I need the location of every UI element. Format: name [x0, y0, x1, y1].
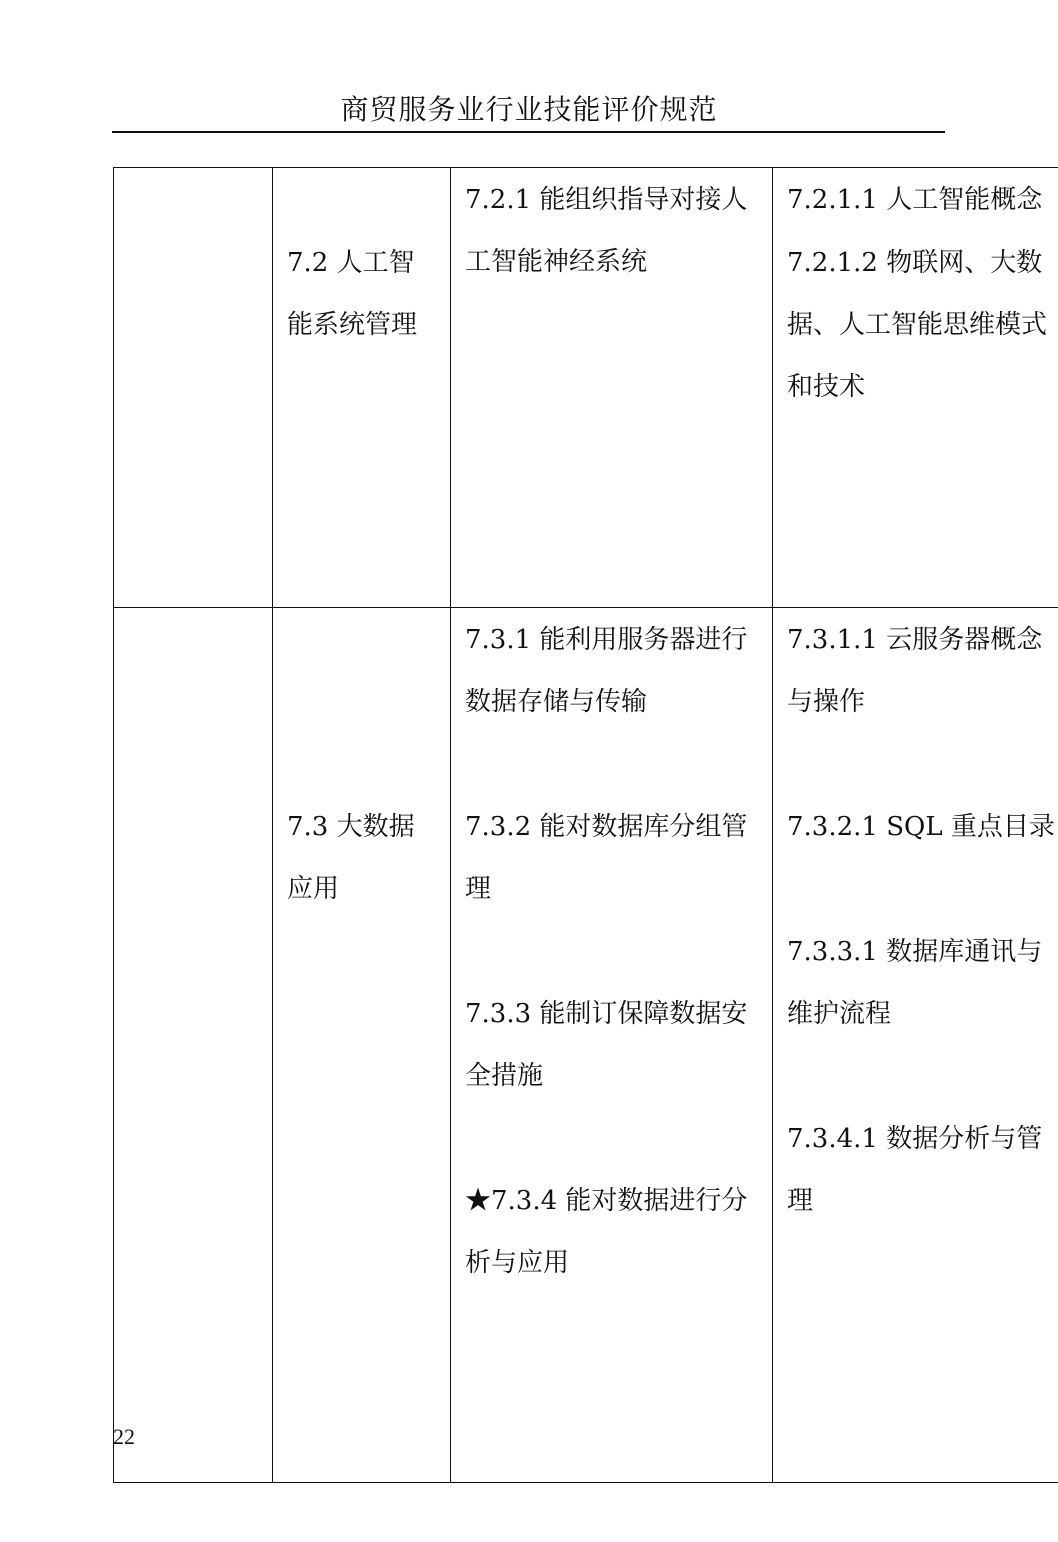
running-header-title: 商贸服务业行业技能评价规范 — [340, 93, 718, 126]
table-row — [114, 608, 1058, 1483]
section-label: 7.2 人工智能系统管理 — [287, 248, 418, 340]
empty-category-cell — [114, 608, 273, 1483]
skill-item: 7.3.2 能对数据库分组管理 — [465, 812, 748, 904]
knowledge-item: 7.2.1.1 人工智能概念 — [787, 185, 1043, 215]
knowledge-item: 7.3.3.1 数据库通讯与维护流程 — [787, 937, 1043, 1029]
header-rule — [112, 131, 945, 133]
table-row — [114, 168, 1058, 608]
skills-cell — [451, 608, 773, 1483]
knowledge-item: 7.3.4.1 数据分析与管理 — [787, 1124, 1043, 1216]
skill-item: 7.3.1 能利用服务器进行数据存储与传输 — [465, 625, 748, 717]
skill-item: 7.3.3 能制订保障数据安全措施 — [465, 999, 748, 1091]
knowledge-item: 7.2.1.2 物联网、大数据、人工智能思维模式和技术 — [787, 248, 1048, 402]
empty-category-cell — [114, 168, 273, 608]
knowledge-cell — [773, 168, 1058, 608]
page-number: 22 — [113, 1424, 135, 1449]
skill-item: 7.2.1 能组织指导对接人工智能神经系统 — [465, 185, 748, 277]
knowledge-item: 7.3.2.1 SQL 重点目录 — [787, 812, 1055, 842]
section-cell — [273, 168, 451, 608]
knowledge-cell — [773, 608, 1058, 1483]
knowledge-item: 7.3.1.1 云服务器概念与操作 — [787, 625, 1043, 717]
skills-table — [113, 167, 1058, 1483]
section-cell — [273, 608, 451, 1483]
skill-item: ★7.3.4 能对数据进行分析与应用 — [465, 1186, 748, 1278]
section-label: 7.3 大数据应用 — [287, 812, 415, 904]
skills-cell — [451, 168, 773, 608]
